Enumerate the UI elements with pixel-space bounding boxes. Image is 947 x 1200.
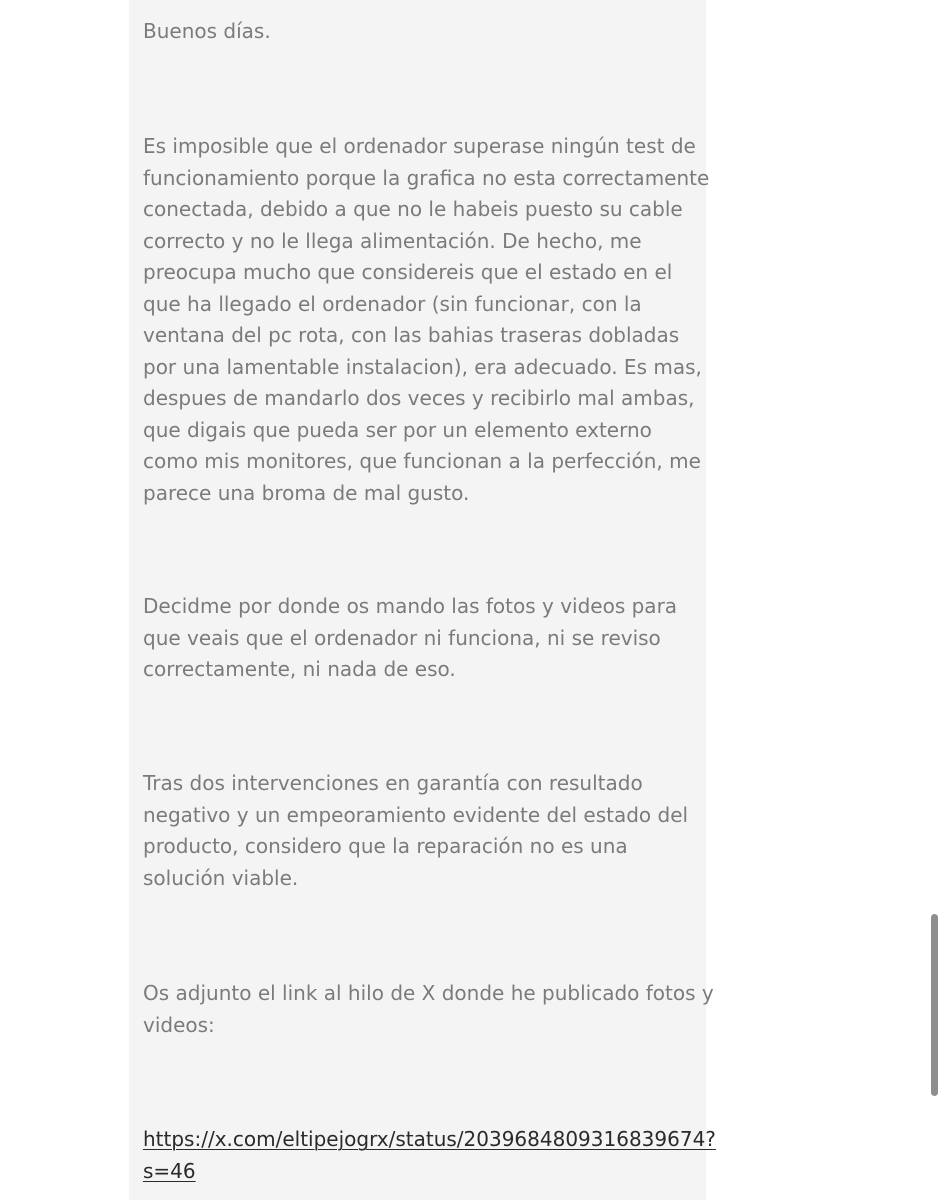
paragraph-line: parece una broma de mal gusto.: [143, 480, 470, 505]
paragraph-test-failure: [143, 131, 710, 509]
paragraph-photos-request: [143, 591, 703, 686]
paragraph-line: correctamente, ni nada de eso.: [143, 657, 456, 681]
paragraph-line: correcto y no le llega alimentación. De hecho, me: [143, 228, 642, 253]
paragraph-line: solución viable.: [143, 865, 299, 890]
paragraph-line: preocupa mucho que considereis que el estado en el: [143, 260, 673, 284]
paragraph-line: producto, considero que la reparación no es una: [143, 834, 628, 858]
paragraph-line: Es imposible que el ordenador superase ningún test de: [143, 134, 696, 158]
paragraph-line: despues de mandarlo dos veces y recibirlo mal ambas,: [143, 386, 695, 410]
paragraph-line: funcionamiento porque la grafica no esta correctamente: [143, 165, 710, 190]
link-line[interactable]: s=46: [143, 1158, 196, 1183]
paragraph-warranty: [143, 768, 703, 894]
paragraph-line: ventana del pc rota, con las bahias traseras dobladas: [143, 323, 680, 347]
paragraph-line: que veais que el ordenador ni funciona, ni se reviso: [143, 625, 661, 650]
paragraph-line: Tras dos intervenciones en garantía con resultado: [143, 771, 643, 795]
paragraph-line: que digais que pueda ser por un elemento externo: [143, 417, 652, 442]
paragraph-line: Os adjunto el link al hilo de X donde he publicado fotos y: [143, 981, 714, 1005]
greeting-line: Buenos días.: [143, 19, 271, 43]
x-thread-link[interactable]: [143, 1124, 716, 1187]
paragraph-attachment-link-intro: [143, 978, 714, 1041]
paragraph-line: Decidme por donde os mando las fotos y videos para: [143, 594, 678, 618]
paragraph-line: videos:: [143, 1012, 215, 1037]
link-line[interactable]: https://x.com/eltipejogrx/status/2039684809316839674?: [143, 1127, 716, 1151]
paragraph-line: por una lamentable instalacion), era adecuado. Es mas,: [143, 354, 702, 379]
scrollbar-thumb[interactable]: [931, 914, 938, 1096]
paragraph-line: que ha llegado el ordenador (sin funcionar, con la: [143, 291, 642, 316]
paragraph-line: como mis monitores, que funcionan a la perfección, me: [143, 449, 701, 473]
paragraph-line: negativo y un empeoramiento evidente del estado del: [143, 802, 689, 827]
greeting-paragraph: [143, 16, 703, 48]
paragraph-line: conectada, debido a que no le habeis puesto su cable: [143, 197, 683, 221]
